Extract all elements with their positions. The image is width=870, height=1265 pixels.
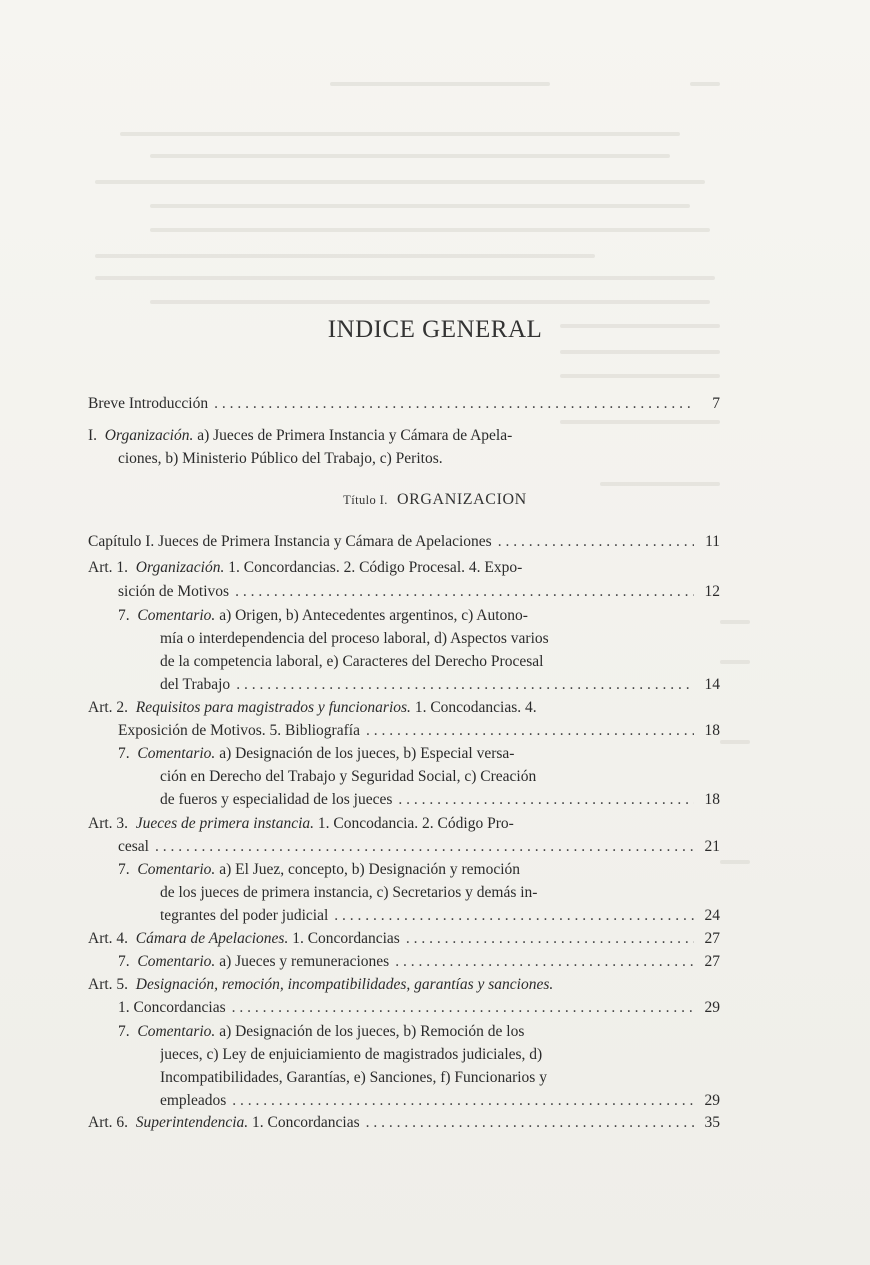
dot-leader	[334, 905, 694, 927]
toc-page: 29	[704, 1092, 720, 1109]
article-title: Requisitos para magistrados y funcionarios.	[135, 699, 411, 716]
comment-text: a) Designación de los jueces, b) Especial versa-	[219, 745, 515, 762]
toc-page: 18	[704, 791, 720, 808]
toc-text: cesal	[118, 838, 149, 855]
comment-title: Comentario.	[137, 953, 216, 970]
article-text: 1. Concordancias. 2. Código Procesal. 4. Expo-	[228, 559, 523, 576]
comment-text: a) Designación de los jueces, b) Remoción de los	[219, 1023, 525, 1040]
dot-leader	[398, 789, 694, 811]
article-text: 1. Concordancias	[252, 1114, 360, 1131]
toc-text	[88, 928, 400, 950]
toc-text: 1. Concordancias	[118, 999, 226, 1016]
toc-entry-art2	[88, 697, 720, 719]
comment-title: Comentario.	[137, 861, 216, 878]
toc-item-number: I.	[88, 427, 98, 444]
comment-number: 7.	[118, 953, 130, 970]
comment-text: a) Origen, b) Antecedentes argentinos, c) Autono-	[219, 607, 528, 624]
dot-leader	[155, 836, 694, 858]
article-text: 1. Concordancias	[292, 930, 400, 947]
toc-entry-art4-comment	[118, 951, 720, 973]
comment-text: a) El Juez, concepto, b) Designación y remoción	[219, 861, 521, 878]
dot-leader	[395, 951, 694, 973]
comment-number: 7.	[118, 607, 130, 624]
toc-text: tegrantes del poder judicial	[160, 907, 329, 924]
toc-item-text: a) Jueces de Primera Instancia y Cámara de Apela-	[197, 427, 513, 444]
toc-page: 14	[704, 676, 720, 693]
comment-number: 7.	[118, 1023, 130, 1040]
comment-line: ción en Derecho del Trabajo y Seguridad Social, c) Creación	[160, 768, 537, 785]
toc-entry-art3-cont	[118, 836, 720, 858]
comment-number: 7.	[118, 861, 130, 878]
comment-line-last	[160, 905, 720, 927]
comment-line-last	[160, 674, 720, 696]
section-heading-titulo	[0, 491, 870, 509]
toc-text: sición de Motivos	[118, 583, 230, 600]
comment-line: mía o interdependencia del proceso laboral, d) Aspectos varios	[160, 630, 549, 647]
toc-text	[88, 1112, 360, 1134]
dot-leader	[232, 997, 694, 1019]
toc-entry-art1	[88, 557, 720, 579]
titulo-name: ORGANIZACION	[396, 491, 527, 508]
article-title: Organización.	[135, 559, 225, 576]
article-label: Art. 6.	[88, 1114, 129, 1131]
toc-entry-art6	[88, 1112, 720, 1134]
comment-title: Comentario.	[137, 607, 216, 624]
comment-line: de la competencia laboral, e) Caracteres del Derecho Procesal	[160, 653, 544, 670]
dot-leader	[214, 393, 694, 415]
article-title: Superintendencia.	[135, 1114, 249, 1131]
toc-entry-art1-comment	[118, 605, 720, 627]
comment-line-last	[160, 789, 720, 811]
titulo-prefix: Título I.	[343, 493, 388, 507]
toc-entry-art1-cont	[118, 581, 720, 603]
toc-page: 18	[704, 722, 720, 739]
toc-page: 35	[704, 1114, 720, 1131]
toc-entry-art3-comment	[118, 859, 720, 881]
toc-entry-intro	[88, 393, 720, 415]
comment-line-last	[160, 1090, 720, 1112]
comment-title: Comentario.	[137, 1023, 216, 1040]
comment-line: de los jueces de primera instancia, c) Secretarios y demás in-	[160, 884, 538, 901]
dot-leader	[406, 928, 694, 950]
toc-text: de fueros y especialidad de los jueces	[160, 791, 393, 808]
toc-text: empleados	[160, 1092, 227, 1109]
comment-title: Comentario.	[137, 745, 216, 762]
comment-line: Incompatibilidades, Garantías, e) Sanciones, f) Funcionarios y	[160, 1069, 547, 1086]
toc-page: 21	[704, 838, 720, 855]
toc-entry-art5	[88, 974, 720, 996]
comment-line: jueces, c) Ley de enjuiciamiento de magistrados judiciales, d)	[160, 1046, 543, 1063]
article-label: Art. 4.	[88, 930, 129, 947]
toc-page: 11	[705, 533, 720, 550]
dot-leader	[366, 720, 694, 742]
toc-item-title: Organización.	[104, 427, 194, 444]
article-label: Art. 3.	[88, 815, 129, 832]
toc-entry-art5-comment	[118, 1021, 720, 1043]
dot-leader	[232, 1090, 694, 1112]
dot-leader	[498, 531, 694, 553]
article-title: Cámara de Apelaciones.	[135, 930, 289, 947]
toc-text: Breve Introducción	[88, 395, 209, 412]
toc-text: Capítulo I. Jueces de Primera Instancia y Cámara de Apelaciones	[88, 533, 492, 550]
article-text: 1. Concodancia. 2. Código Pro-	[317, 815, 514, 832]
toc-text: Exposición de Motivos. 5. Bibliografía	[118, 722, 360, 739]
toc-page: 12	[704, 583, 720, 600]
toc-page: 7	[712, 395, 720, 412]
toc-entry-art2-comment	[118, 743, 720, 765]
page-title: INDICE GENERAL	[327, 316, 543, 343]
article-text: 1. Concodancias. 4.	[414, 699, 537, 716]
toc-entry-capitulo	[88, 531, 720, 553]
toc-entry-organization-cont	[118, 448, 720, 470]
toc-entry-art5-cont	[118, 997, 720, 1019]
comment-text: a) Jueces y remuneraciones	[219, 953, 390, 970]
toc-entry-art3	[88, 813, 720, 835]
toc-entry-art2-cont	[118, 720, 720, 742]
article-label: Art. 5.	[88, 976, 129, 993]
toc-page: 24	[704, 907, 720, 924]
toc-page: 27	[704, 953, 720, 970]
article-label: Art. 2.	[88, 699, 129, 716]
toc-text	[118, 951, 389, 973]
dot-leader	[235, 581, 694, 603]
dot-leader	[236, 674, 694, 696]
toc-text: del Trabajo	[160, 676, 231, 693]
toc-page: 27	[704, 930, 720, 947]
article-title: Jueces de primera instancia.	[135, 815, 315, 832]
article-label: Art. 1.	[88, 559, 129, 576]
toc-item-text: ciones, b) Ministerio Público del Trabajo, c) Peritos.	[118, 450, 443, 467]
toc-entry-art4	[88, 928, 720, 950]
comment-number: 7.	[118, 745, 130, 762]
article-title: Designación, remoción, incompatibilidades, garantías y sanciones.	[135, 976, 554, 993]
dot-leader	[366, 1112, 694, 1134]
toc-page: 29	[704, 999, 720, 1016]
toc-entry-organization	[88, 425, 720, 447]
